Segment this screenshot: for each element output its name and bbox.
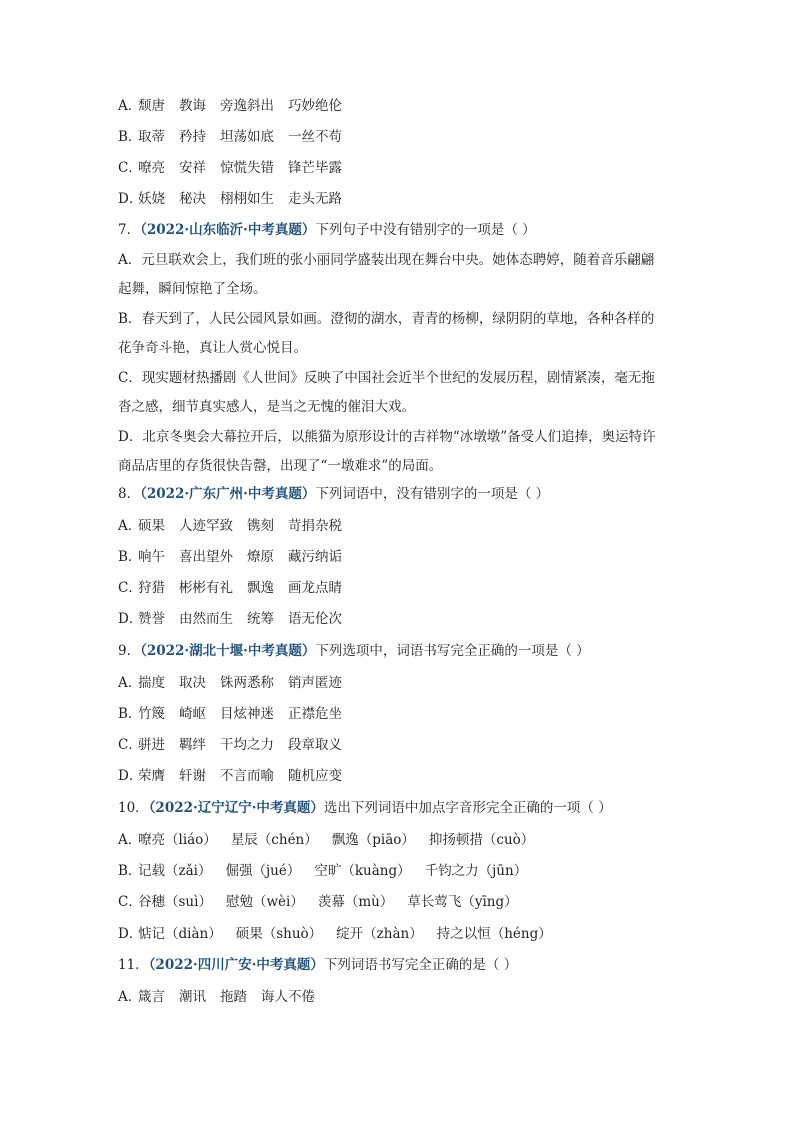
option-letter: A．	[118, 98, 142, 114]
option-word: 段章取义	[288, 737, 342, 753]
option-word: 嘹亮（liáo）	[138, 832, 217, 848]
question-source-tag: （2022·广东广州·中考真题）	[140, 486, 316, 502]
option-word: 目炫神迷	[220, 706, 274, 722]
question-9-stem	[118, 643, 678, 659]
question-text: 下列句子中没有错别字的一项是（ ）	[315, 222, 536, 238]
q10-option-b	[118, 863, 678, 879]
option-letter: D．	[118, 926, 143, 942]
option-word: 藏污纳诟	[288, 549, 342, 565]
q7-option-b	[118, 305, 666, 363]
option-word: 销声匿迹	[288, 675, 342, 691]
option-letter: B．	[118, 863, 142, 879]
question-number: 11．	[118, 957, 149, 973]
option-word: 安祥	[179, 160, 206, 176]
question-text: 下列选项中，词语书写完全正确的一项是（ ）	[315, 643, 590, 659]
option-word: 语无伦次	[288, 611, 342, 627]
option-word: 画龙点睛	[288, 580, 342, 596]
option-text: 北京冬奥会大幕拉开后，以熊猫为原形设计的吉祥物“冰墩墩”备受人们追捧，奥运特许商品店里的存货很快告罄，出现了“一墩难求”的局面。	[118, 429, 656, 474]
q7-option-a	[118, 246, 666, 304]
option-word: 教诲	[179, 98, 206, 114]
question-8-stem	[118, 486, 678, 502]
option-word: 颓唐	[138, 98, 165, 114]
option-word: 空旷（kuàng）	[314, 863, 411, 879]
q6-option-c	[118, 160, 678, 176]
question-number: 10．	[118, 800, 149, 816]
option-word: 羡幕（mù）	[317, 894, 394, 910]
q7-option-d	[118, 423, 666, 481]
option-word: 秘决	[179, 191, 206, 207]
option-word: 不言而喻	[220, 768, 274, 784]
option-letter: D．	[118, 429, 143, 445]
option-word: 喜出望外	[179, 549, 233, 565]
option-word: 荣膺	[138, 768, 165, 784]
option-word: 竹篾	[138, 706, 165, 722]
option-letter: C．	[118, 370, 142, 386]
option-word: 巧妙绝伦	[288, 98, 342, 114]
q8-option-a	[118, 518, 678, 534]
q10-option-d	[118, 926, 678, 942]
option-letter: A．	[118, 989, 142, 1005]
option-word: 苛捐杂税	[288, 518, 342, 534]
option-word: 记载（zǎi）	[138, 863, 212, 879]
q8-option-c	[118, 580, 678, 596]
option-text: 春天到了，人民公园风景如画。澄彻的湖水，青青的杨柳，绿阴阴的草地，各种各样的花争奇斗艳，真让人赏心悦目。	[118, 311, 655, 356]
question-source-tag: （2022·四川广安·中考真题）	[148, 957, 324, 973]
option-word: 谷穗（suì）	[138, 894, 212, 910]
option-letter: A．	[118, 252, 142, 268]
question-7-stem	[118, 222, 678, 238]
option-word: 响午	[138, 549, 165, 565]
option-text: 元旦联欢会上，我们班的张小丽同学盛装出现在舞台中央。她体态聘婷，随着音乐翩翩起舞，瞬间惊艳了全场。	[118, 252, 655, 297]
option-letter: A．	[118, 518, 142, 534]
option-word: 千钧之力（jūn）	[424, 863, 528, 879]
option-letter: B．	[118, 129, 142, 145]
option-word: 铢两悉称	[220, 675, 274, 691]
question-source-tag: （2022·辽宁辽宁·中考真题）	[148, 800, 324, 816]
option-letter: B．	[118, 311, 142, 327]
question-text: 选出下列词语中加点字音形完全正确的一项（ ）	[323, 800, 612, 816]
option-word: 揣度	[138, 675, 165, 691]
question-number: 8．	[118, 486, 141, 502]
option-word: 骈进	[138, 737, 165, 753]
option-letter: A．	[118, 675, 142, 691]
option-word: 绽开（zhàn）	[336, 926, 423, 942]
q10-option-a	[118, 832, 678, 848]
question-source-tag: （2022·湖北十堰·中考真题）	[140, 643, 316, 659]
q9-option-d	[118, 768, 678, 784]
q6-option-b	[118, 129, 678, 145]
option-word: 一丝不苟	[288, 129, 342, 145]
option-word: 取蒂	[138, 129, 165, 145]
option-word: 燎原	[247, 549, 274, 565]
option-word: 赞誉	[138, 611, 165, 627]
option-letter: D．	[118, 191, 143, 207]
option-word: 草长莺飞（yīng）	[407, 894, 518, 910]
option-word: 镌刻	[247, 518, 274, 534]
option-word: 倔强（jué）	[225, 863, 301, 879]
option-word: 矜持	[179, 129, 206, 145]
option-letter: C．	[118, 580, 142, 596]
q10-option-c	[118, 894, 678, 910]
option-letter: A．	[118, 832, 142, 848]
question-number: 7．	[118, 222, 141, 238]
option-word: 拖踏	[220, 989, 247, 1005]
q9-option-c	[118, 737, 678, 753]
option-letter: D．	[118, 768, 143, 784]
option-word: 干均之力	[220, 737, 274, 753]
option-word: 潮讯	[179, 989, 206, 1005]
option-word: 抑扬顿措（cuò）	[428, 832, 535, 848]
option-word: 取决	[179, 675, 206, 691]
option-letter: C．	[118, 894, 142, 910]
option-word: 锋芒毕露	[288, 160, 342, 176]
option-word: 硕果（shuò）	[235, 926, 323, 942]
option-word: 轩谢	[179, 768, 206, 784]
option-word: 妖娆	[138, 191, 165, 207]
option-word: 惦记（diàn）	[138, 926, 222, 942]
question-11-stem	[118, 957, 678, 973]
option-word: 狩猎	[138, 580, 165, 596]
option-letter: C．	[118, 160, 142, 176]
q8-option-b	[118, 549, 678, 565]
option-word: 持之以恒（héng）	[436, 926, 552, 942]
option-letter: D．	[118, 611, 143, 627]
option-word: 羁绊	[179, 737, 206, 753]
option-word: 嘹亮	[138, 160, 165, 176]
q7-option-c	[118, 364, 666, 422]
option-word: 人迹罕致	[179, 518, 233, 534]
q9-option-b	[118, 706, 678, 722]
option-word: 走头无路	[288, 191, 342, 207]
option-word: 栩栩如生	[220, 191, 274, 207]
option-word: 统筹	[247, 611, 274, 627]
option-word: 箴言	[138, 989, 165, 1005]
option-word: 慰勉（wèi）	[225, 894, 304, 910]
option-letter: B．	[118, 706, 142, 722]
question-number: 9．	[118, 643, 141, 659]
question-text: 下列词语中，没有错别字的一项是（ ）	[315, 486, 550, 502]
q11-option-a	[118, 989, 678, 1005]
option-word: 彬彬有礼	[179, 580, 233, 596]
q6-option-a	[118, 98, 678, 114]
option-word: 由然而生	[179, 611, 233, 627]
question-source-tag: （2022·山东临沂·中考真题）	[140, 222, 316, 238]
q6-option-d	[118, 191, 678, 207]
option-word: 惊慌失错	[220, 160, 274, 176]
option-word: 旁逸斜出	[220, 98, 274, 114]
q9-option-a	[118, 675, 678, 691]
option-word: 硕果	[138, 518, 165, 534]
option-letter: C．	[118, 737, 142, 753]
option-word: 崎岖	[179, 706, 206, 722]
option-word: 飘逸（piāo）	[331, 832, 415, 848]
option-word: 诲人不倦	[261, 989, 315, 1005]
option-text: 现实题材热播剧《人世间》反映了中国社会近半个世纪的发展历程，剧情紧凑，毫无拖沓之感，细节真实感人，是当之无愧的催泪大戏。	[118, 370, 655, 415]
option-word: 坦荡如底	[220, 129, 274, 145]
question-10-stem	[118, 800, 678, 816]
option-word: 飘逸	[247, 580, 274, 596]
option-word: 随机应变	[288, 768, 342, 784]
option-word: 星辰（chén）	[230, 832, 318, 848]
option-letter: B．	[118, 549, 142, 565]
q8-option-d	[118, 611, 678, 627]
question-text: 下列词语书写完全正确的是（ ）	[323, 957, 518, 973]
option-word: 正襟危坐	[288, 706, 342, 722]
